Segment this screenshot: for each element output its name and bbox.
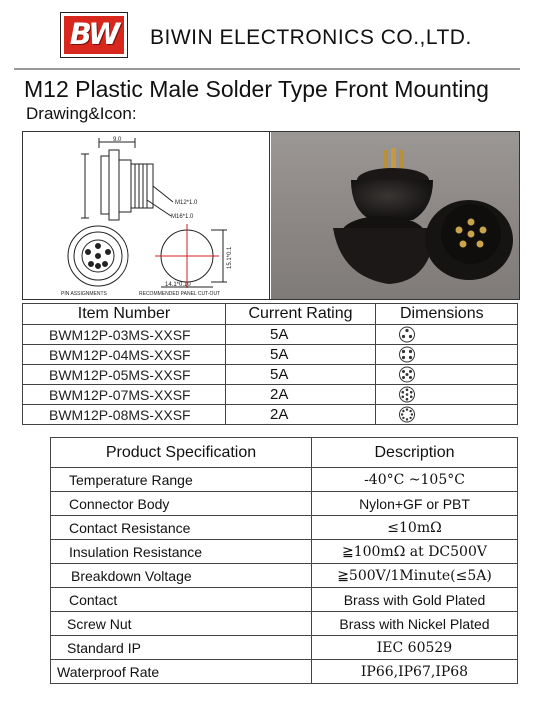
item-number: BWM12P-07MS-XXSF	[23, 385, 226, 405]
product-photo-svg	[271, 132, 519, 299]
spec-description: Brass with Gold Plated	[312, 588, 518, 612]
table-row	[51, 492, 518, 516]
header-dimensions: Dimensions	[376, 304, 518, 325]
section-subtitle: Drawing&Icon:	[26, 104, 137, 123]
current-rating: 2A	[226, 405, 376, 425]
pin-layout-3-icon	[376, 325, 518, 345]
spec-description: -40°C ~105°C	[312, 468, 518, 492]
current-rating: 5A	[226, 365, 376, 385]
table-row	[23, 325, 518, 345]
spec-description: IEC 60529	[312, 636, 518, 660]
table-row	[51, 468, 518, 492]
spec-description: ≤10mΩ	[312, 516, 518, 540]
table-row	[51, 636, 518, 660]
header-current-rating: Current Rating	[226, 304, 376, 325]
spec-name: Breakdown Voltage	[51, 564, 312, 588]
pin-layout-4-icon	[376, 345, 518, 365]
current-rating: 5A	[226, 325, 376, 345]
spec-description: ≧500V/1Minute(≤5A)	[312, 564, 518, 588]
header-product-specification: Product Specification	[51, 438, 312, 468]
logo-text: BW	[69, 17, 119, 51]
spec-name: Waterproof Rate	[51, 660, 312, 684]
table-row	[23, 345, 518, 365]
header-item-number: Item Number	[23, 304, 226, 325]
pin-layout-5-icon	[376, 365, 518, 385]
table-row	[51, 588, 518, 612]
spec-name: Insulation Resistance	[51, 540, 312, 564]
header-divider	[14, 68, 520, 70]
technical-drawing	[25, 134, 267, 297]
spec-table	[50, 437, 518, 684]
dim-top-label: 9.0	[113, 137, 122, 143]
dim-side-label: 15.1*0.1	[227, 246, 233, 269]
product-photo	[271, 132, 519, 299]
spec-description: ≧100mΩ at DC500V	[312, 540, 518, 564]
table-row	[51, 516, 518, 540]
table-row	[51, 540, 518, 564]
technical-drawing-svg	[25, 134, 267, 297]
pin-layout-7-icon	[376, 385, 518, 405]
spec-name: Contact	[51, 588, 312, 612]
header-description: Description	[312, 438, 518, 468]
spec-description: Nylon+GF or PBT	[312, 492, 518, 516]
panel-divider	[269, 132, 270, 299]
item-number: BWM12P-04MS-XXSF	[23, 345, 226, 365]
company-logo	[60, 12, 128, 58]
table-row	[51, 660, 518, 684]
dim-bottom-label: 14.1*0.10	[165, 282, 191, 288]
spec-name: Connector Body	[51, 492, 312, 516]
table-row	[51, 612, 518, 636]
pin-layout-8-icon	[376, 405, 518, 425]
spec-description: Brass with Nickel Plated	[312, 612, 518, 636]
company-name: BIWIN ELECTRONICS CO.,LTD.	[150, 26, 472, 49]
item-number: BWM12P-08MS-XXSF	[23, 405, 226, 425]
spec-name: Screw Nut	[51, 612, 312, 636]
table-row	[23, 405, 518, 425]
item-table	[22, 303, 518, 425]
item-table-header	[23, 304, 518, 325]
current-rating: 2A	[226, 385, 376, 405]
item-number: BWM12P-05MS-XXSF	[23, 365, 226, 385]
spec-table-header	[51, 438, 518, 468]
table-row	[51, 564, 518, 588]
spec-name: Standard IP	[51, 636, 312, 660]
spec-name: Contact Resistance	[51, 516, 312, 540]
page-title: M12 Plastic Male Solder Type Front Mounting	[24, 76, 489, 102]
spec-name: Temperature Range	[51, 468, 312, 492]
pin-assignments-caption: PIN ASSIGNMENTS	[61, 291, 107, 297]
item-number: BWM12P-03MS-XXSF	[23, 325, 226, 345]
drawing-panel	[22, 131, 520, 300]
table-row	[23, 365, 518, 385]
thread1-label: M12*1.0	[175, 200, 198, 206]
spec-description: IP66,IP67,IP68	[312, 660, 518, 684]
thread2-label: M16*1.0	[171, 214, 194, 220]
current-rating: 5A	[226, 345, 376, 365]
table-row	[23, 385, 518, 405]
panel-cutout-caption: RECOMMENDED PANEL CUT-OUT	[139, 291, 221, 297]
